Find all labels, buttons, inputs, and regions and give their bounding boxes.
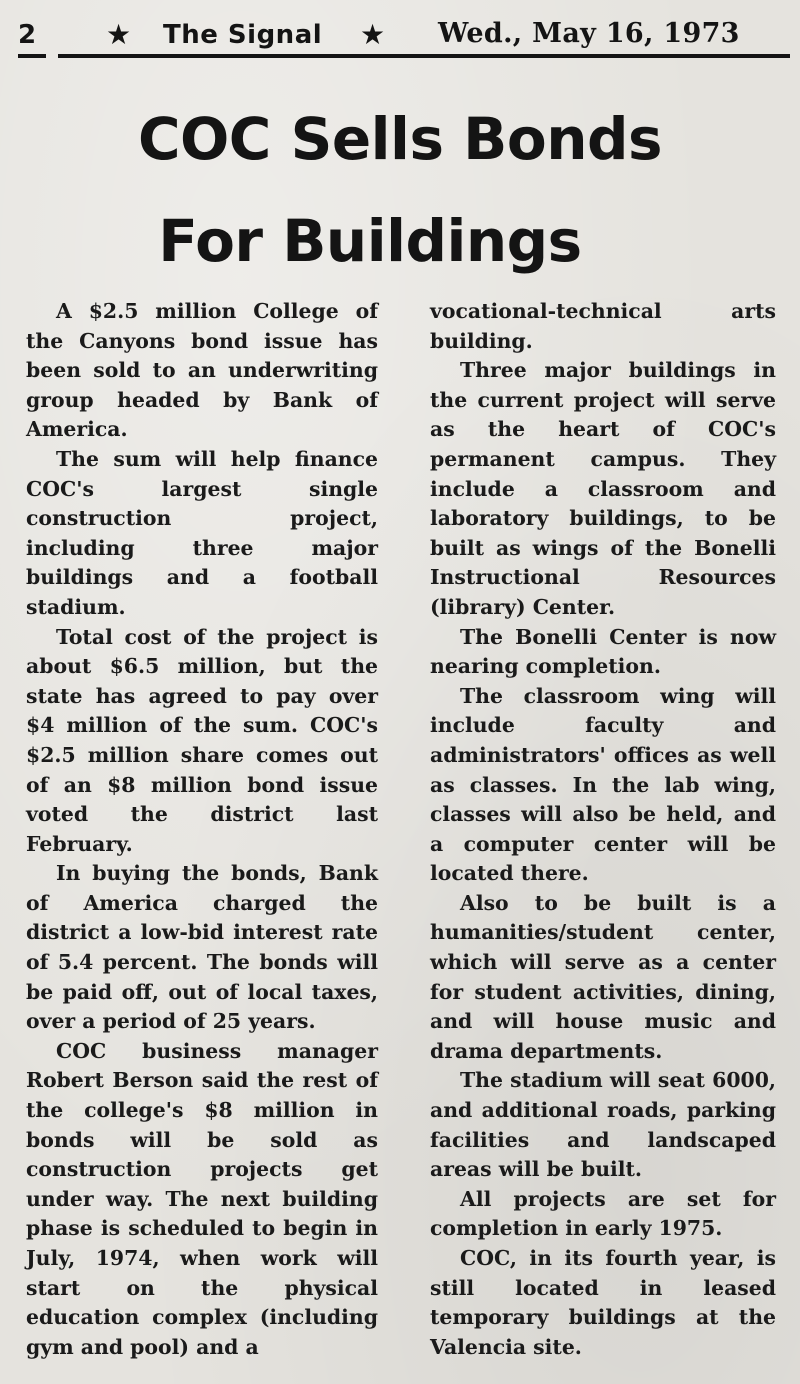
paragraph: A $2.5 million College of the Canyons bond issue has been sold to an underwriting group headed by Bank of America.	[26, 299, 378, 442]
headline-line-1: COC Sells Bonds	[137, 105, 663, 173]
page-number: 2	[18, 20, 37, 50]
paragraph: All projects are set for completion in early 1975.	[430, 1186, 776, 1241]
headline	[0, 88, 800, 292]
star-icon: ★	[360, 18, 386, 51]
star-icon: ★	[106, 18, 132, 51]
paragraph: The stadium will seat 6000, and additional roads, parking facilities and landscaped areas will be built.	[430, 1068, 776, 1182]
article-column-left	[26, 297, 378, 1362]
paragraph: In buying the bonds, Bank of America charged the district a low-bid interest rate of 5.4 percent. The bonds will be paid off, out of local taxes, over a period of 25 years.	[26, 861, 378, 1034]
masthead-rule	[58, 54, 790, 58]
paper-name: The Signal	[163, 20, 323, 50]
paragraph: COC business manager Robert Berson said the rest of the college's $8 million in bonds will be sold as construction projects get under way. The next building phase is scheduled to begin in July, 1974, when work will start on the physical education complex (including gym and pool) and a	[26, 1038, 378, 1359]
paragraph: Three major buildings in the current project will serve as the heart of COC's permanent campus. They include a classroom and laboratory buildings, to be built as wings of the Bonelli Instructional Resources (library) Center.	[430, 358, 776, 619]
article-column-right	[430, 297, 776, 1362]
headline-line-2: For Buildings	[158, 207, 582, 275]
paragraph: The classroom wing will include faculty and administrators' offices as well as classes. In the lab wing, classes will also be held, and a computer center will be located there.	[430, 683, 776, 886]
paragraph-continuation: vocational-technical arts building.	[430, 299, 776, 353]
masthead	[18, 14, 788, 58]
paragraph: Total cost of the project is about $6.5 million, but the state has agreed to pay over $4 million of the sum. COC's $2.5 million share comes out of an $8 million bond issue voted the district last February.	[26, 624, 378, 856]
masthead-rule-short	[18, 54, 46, 58]
paragraph: The sum will help finance COC's largest single construction project, including three major buildings and a football stadium.	[26, 446, 378, 619]
paragraph: COC, in its fourth year, is still located in leased temporary buildings at the Valencia site.	[430, 1246, 776, 1359]
paragraph: Also to be built is a humanities/student center, which will serve as a center for student activities, dining, and will house music and drama departments.	[430, 890, 776, 1063]
issue-date: Wed., May 16, 1973	[438, 18, 740, 49]
paragraph: The Bonelli Center is now nearing completion.	[430, 624, 776, 679]
